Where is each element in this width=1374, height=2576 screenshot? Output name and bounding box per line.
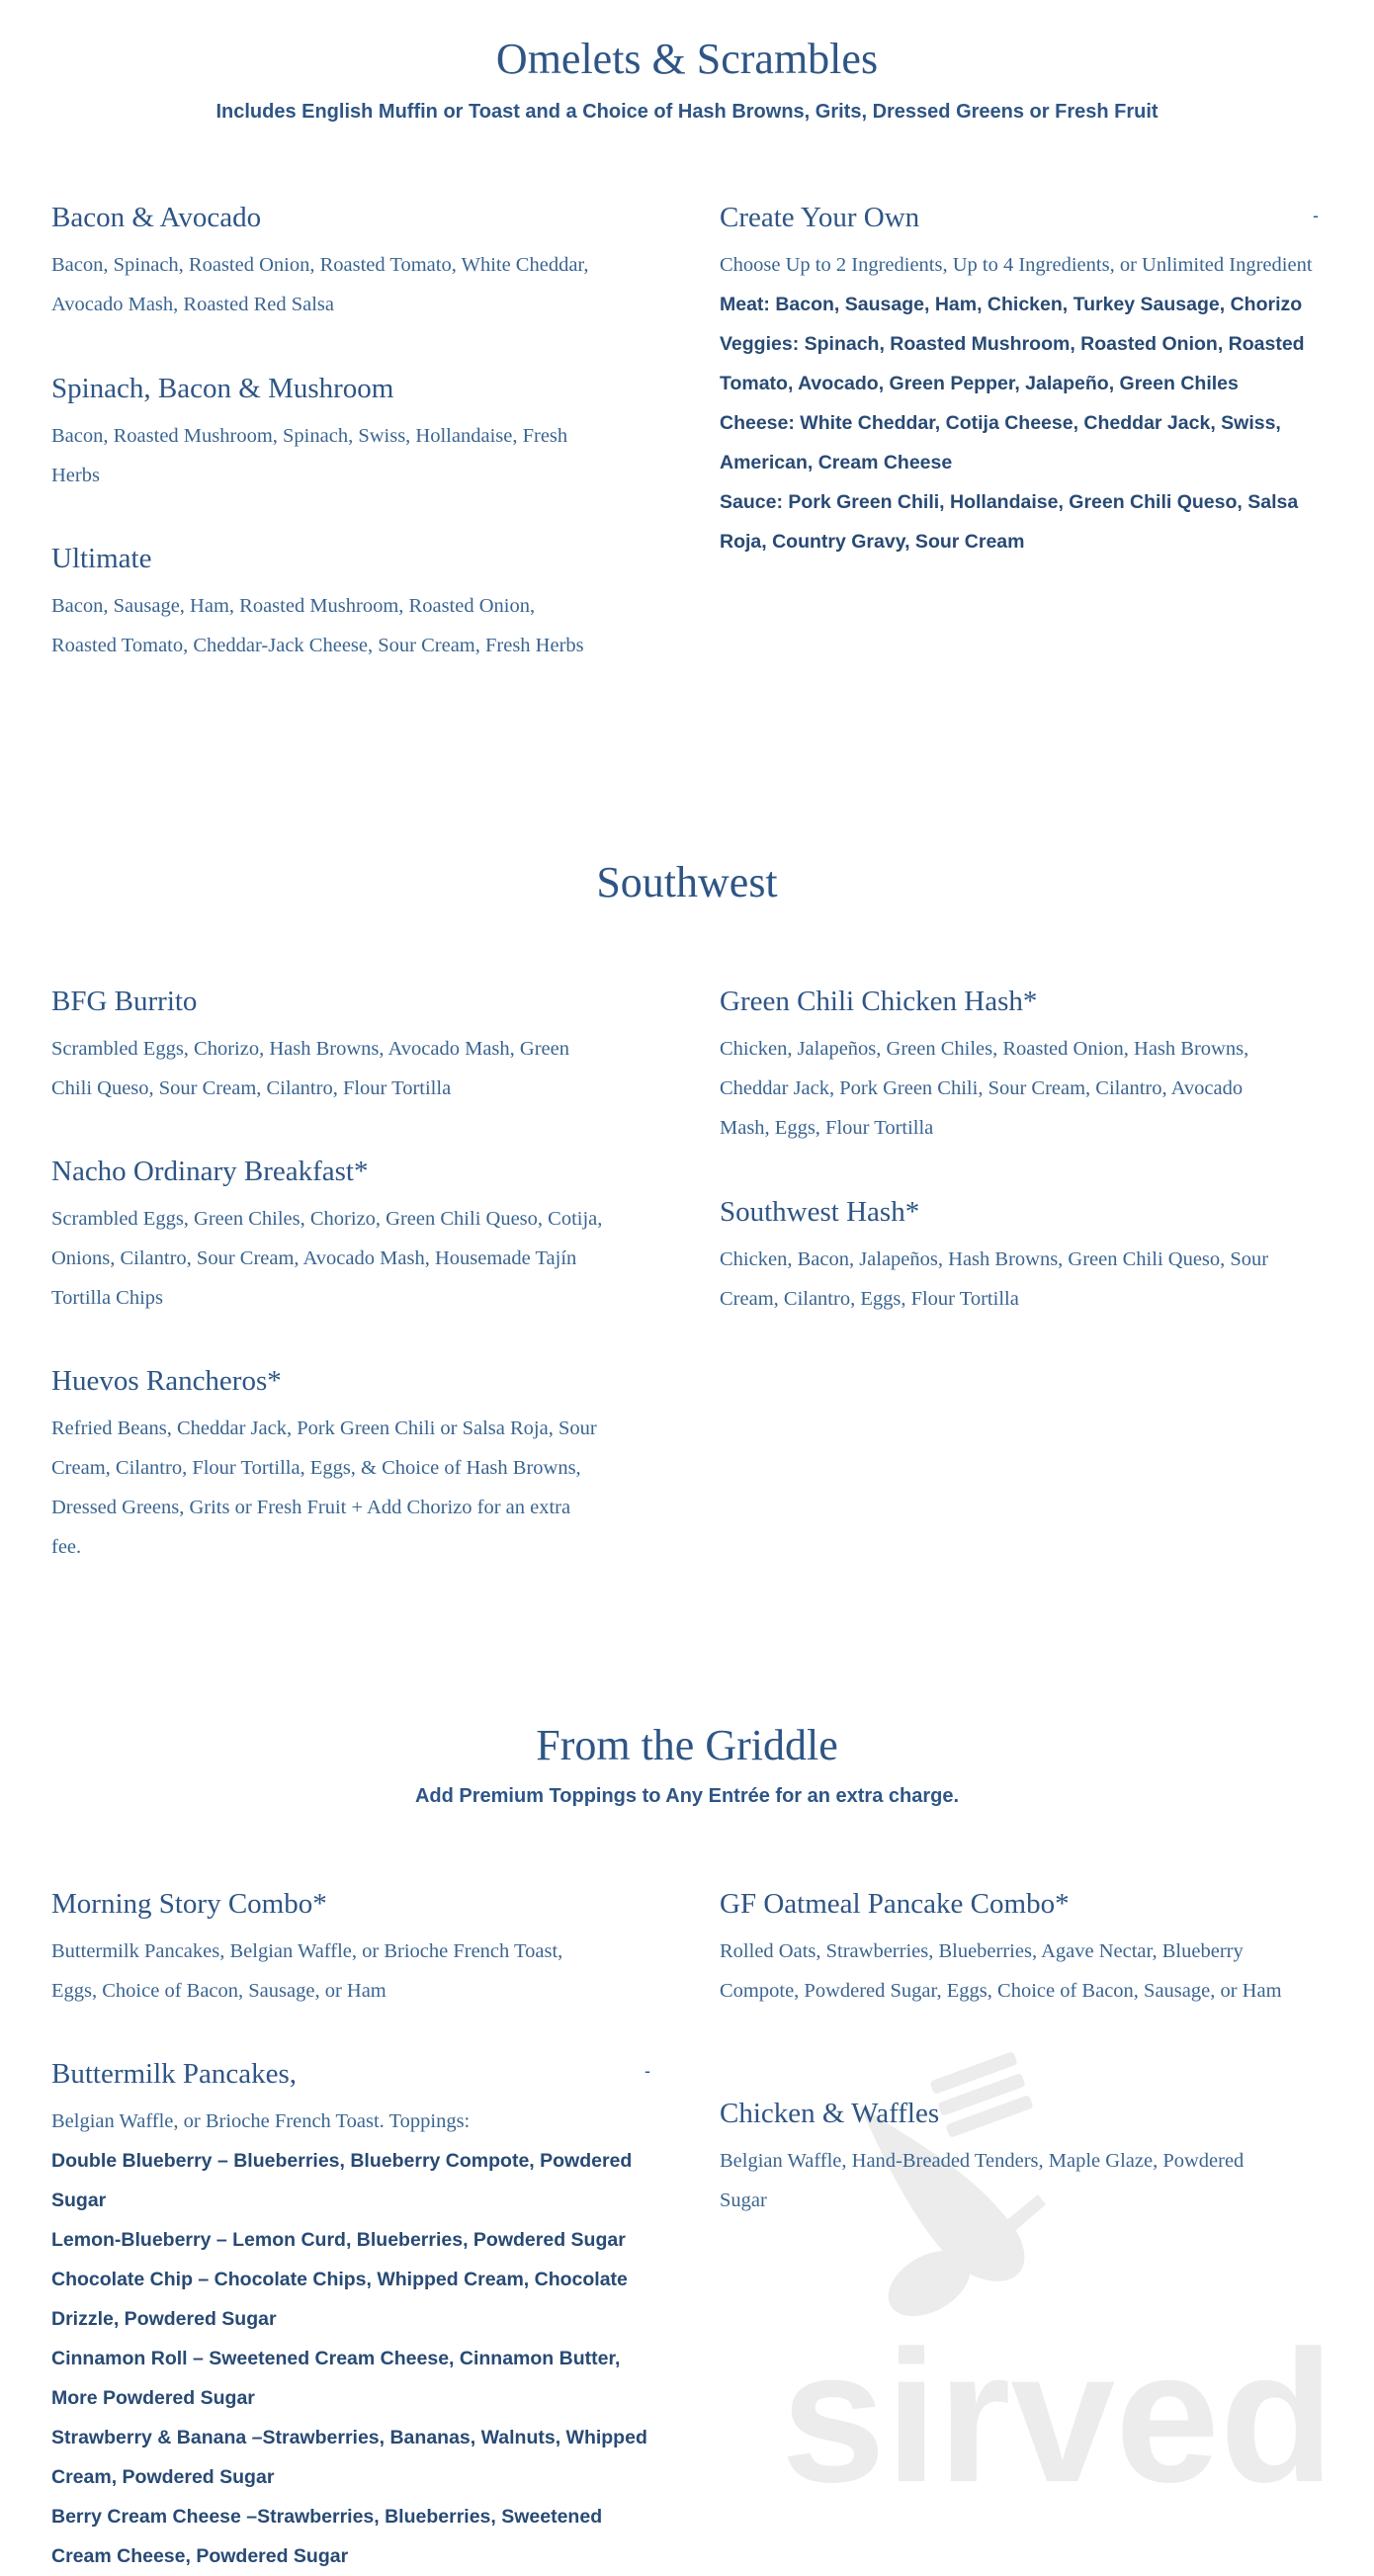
item-description: Belgian Waffle, or Brioche French Toast. Toppings: (51, 2110, 471, 2132)
section-title-omelets: Omelets & Scrambles (495, 35, 879, 83)
menu-item-spinach-bacon-mushroom (51, 371, 605, 495)
menu-item-buttermilk-pancakes (51, 2056, 664, 2576)
section-title-griddle: From the Griddle (536, 1721, 838, 1769)
section-subtitle-omelets: Includes English Muffin or Toast and a Choice of Hash Browns, Grits, Dressed Greens or Fresh Fruit (215, 101, 1159, 123)
option-sauce: Sauce: Pork Green Chili, Hollandaise, Green Chili Queso, Salsa Roja, Country Gravy, Sour Cream (720, 491, 1299, 553)
section-title-southwest: Southwest (596, 858, 778, 906)
item-name: GF Oatmeal Pancake Combo* (720, 1888, 1070, 1920)
topping-chocolate-chip: Chocolate Chip – Chocolate Chips, Whipped Cream, Chocolate Drizzle, Powdered Sugar (51, 2269, 628, 2330)
item-description: Bacon, Sausage, Ham, Roasted Mushroom, Roasted Onion, Roasted Tomato, Cheddar-Jack Cheese, Sour Cream, Fresh Herbs (51, 595, 584, 656)
topping-strawberry-banana: Strawberry & Banana –Strawberries, Bananas, Walnuts, Whipped Cream, Powdered Sugar (51, 2427, 647, 2488)
item-description: Bacon, Roasted Mushroom, Spinach, Swiss, Hollandaise, Fresh Herbs (51, 425, 568, 486)
menu-item-bacon-avocado (51, 200, 605, 324)
item-description: Bacon, Spinach, Roasted Onion, Roasted Tomato, White Cheddar, Avocado Mash, Roasted Red Salsa (51, 254, 589, 315)
menu-item-southwest-hash (720, 1194, 1293, 1319)
menu-item-huevos-rancheros (51, 1363, 605, 1567)
item-name: Chicken & Waffles (720, 2098, 940, 2129)
topping-lemon-blueberry: Lemon-Blueberry – Lemon Curd, Blueberries, Powdered Sugar (51, 2229, 626, 2251)
item-description: Choose Up to 2 Ingredients, Up to 4 Ingredients, or Unlimited Ingredient (720, 254, 1313, 276)
item-description: Scrambled Eggs, Green Chiles, Chorizo, Green Chili Queso, Cotija, Onions, Cilantro, Sour Cream, Avocado Mash, Housemade Tajín Tortilla Chips (51, 1208, 603, 1309)
item-name: Huevos Rancheros* (51, 1365, 282, 1397)
section-subtitle-griddle: Add Premium Toppings to Any Entrée for an extra charge. (414, 1785, 960, 1807)
item-description: Refried Beans, Cheddar Jack, Pork Green Chili or Salsa Roja, Sour Cream, Cilantro, Flour Tortilla, Eggs, & Choice of Hash Browns, Dressed Greens, Grits or Fresh Fruit + Add Chorizo for an extra fee. (51, 1417, 597, 1558)
item-name: Ultimate (51, 543, 152, 574)
item-description: Chicken, Jalapeños, Green Chiles, Roasted Onion, Hash Browns, Cheddar Jack, Pork Green Chili, Sour Cream, Cilantro, Avocado Mash, Eggs, Flour Tortilla (720, 1038, 1249, 1139)
item-name: BFG Burrito (51, 986, 198, 1017)
topping-double-blueberry: Double Blueberry – Blueberries, Blueberry Compote, Powdered Sugar (51, 2150, 633, 2211)
item-name: Bacon & Avocado (51, 202, 262, 233)
menu-item-chicken-waffles (720, 2096, 1293, 2220)
watermark-text: sirved (781, 2312, 1334, 2491)
topping-cinnamon-roll: Cinnamon Roll – Sweetened Cream Cheese, Cinnamon Butter, More Powdered Sugar (51, 2348, 621, 2409)
item-description: Rolled Oats, Strawberries, Blueberries, Agave Nectar, Blueberry Compote, Powdered Sugar, Eggs, Choice of Bacon, Sausage, or Ham (720, 1940, 1282, 2002)
item-name: Buttermilk Pancakes, (51, 2058, 298, 2090)
menu-item-nacho-ordinary-breakfast (51, 1154, 605, 1318)
create-your-own-dash: - (1313, 206, 1319, 225)
menu-item-bfg-burrito (51, 984, 605, 1108)
item-name: Create Your Own (720, 202, 920, 233)
option-veggies: Veggies: Spinach, Roasted Mushroom, Roasted Onion, Roasted Tomato, Avocado, Green Pepper, Jalapeño, Green Chiles (720, 333, 1305, 394)
option-meat: Meat: Bacon, Sausage, Ham, Chicken, Turkey Sausage, Chorizo (720, 294, 1303, 315)
buttermilk-pancakes-dash: - (644, 2061, 650, 2081)
topping-berry-cream-cheese: Berry Cream Cheese –Strawberries, Blueberries, Sweetened Cream Cheese, Powdered Sugar (51, 2506, 603, 2567)
menu-item-ultimate (51, 541, 605, 665)
menu-item-green-chili-chicken-hash (720, 984, 1293, 1148)
item-name: Green Chili Chicken Hash* (720, 986, 1038, 1017)
menu-item-create-your-own (720, 200, 1313, 561)
item-name: Nacho Ordinary Breakfast* (51, 1156, 369, 1187)
item-description: Buttermilk Pancakes, Belgian Waffle, or Brioche French Toast, Eggs, Choice of Bacon, Sausage, or Ham (51, 1940, 563, 2002)
item-name: Southwest Hash* (720, 1196, 920, 1228)
item-name: Morning Story Combo* (51, 1888, 327, 1920)
menu-item-gf-oatmeal-pancake-combo (720, 1886, 1293, 2011)
item-description: Belgian Waffle, Hand-Breaded Tenders, Maple Glaze, Powdered Sugar (720, 2150, 1245, 2211)
item-name: Spinach, Bacon & Mushroom (51, 373, 394, 404)
option-cheese: Cheese: White Cheddar, Cotija Cheese, Cheddar Jack, Swiss, American, Cream Cheese (720, 412, 1281, 473)
menu-item-morning-story-combo (51, 1886, 605, 2011)
item-description: Chicken, Bacon, Jalapeños, Hash Browns, Green Chili Queso, Sour Cream, Cilantro, Eggs, Flour Tortilla (720, 1248, 1269, 1310)
item-description: Scrambled Eggs, Chorizo, Hash Browns, Avocado Mash, Green Chili Queso, Sour Cream, Cilantro, Flour Tortilla (51, 1038, 569, 1099)
